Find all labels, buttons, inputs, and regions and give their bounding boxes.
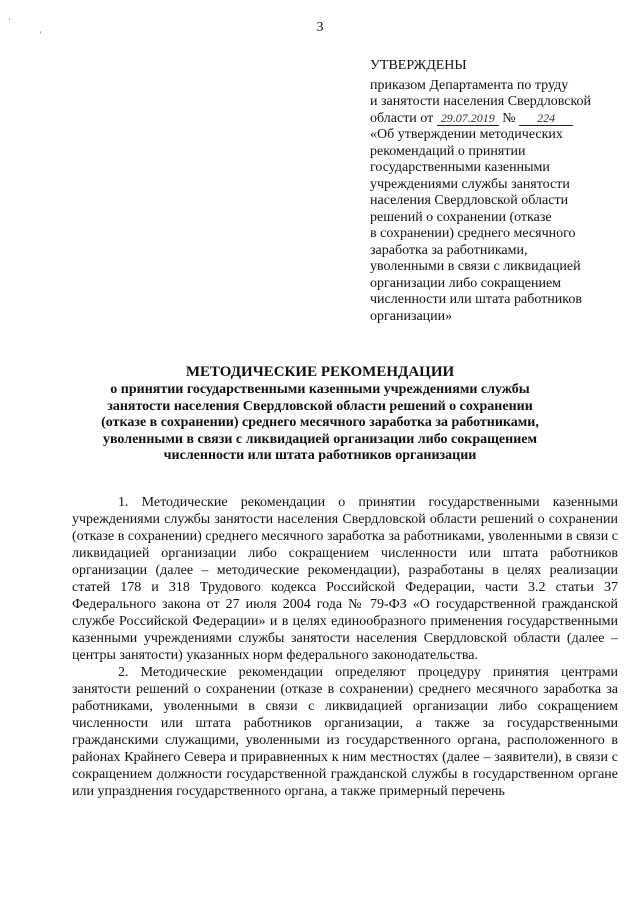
scan-mark: · <box>8 14 11 24</box>
title-sub-line: о принятии государственными казенными учреждениями службы <box>110 382 530 397</box>
approval-heading: УТВЕРЖДЕНЫ <box>370 58 467 73</box>
order-title-line: учреждениями службы занятости <box>370 176 570 192</box>
document-title <box>60 362 580 465</box>
date-prefix: области от <box>370 110 434 126</box>
approval-line: и занятости населения Свердловской <box>370 94 592 109</box>
order-title-line: уволенными в связи с ликвидацией <box>370 259 581 274</box>
order-title-line: численности или штата работников <box>370 292 582 307</box>
scan-mark: ' <box>40 30 42 40</box>
body-text <box>72 494 618 800</box>
order-title-line: населения Свердловской области <box>370 193 569 208</box>
order-title-line: организации» <box>370 308 453 324</box>
title-sub-line: уволенными в связи с ликвидацией организации либо сокращением <box>102 431 538 447</box>
order-title-line: в сохранении) среднего месячного <box>370 226 576 241</box>
approval-block <box>370 58 620 325</box>
order-title-line: государственными казенными <box>370 160 550 175</box>
handwritten-date: 29.07.2019 <box>437 112 499 126</box>
approval-date-line <box>370 111 620 128</box>
title-sub-line: численности или штата работников организации <box>163 448 477 463</box>
title-sub-line: (отказе в сохранении) среднего месячного заработка за работниками, <box>101 415 539 430</box>
order-title <box>370 127 620 325</box>
order-title-line: «Об утверждении методических <box>370 127 563 142</box>
order-title-line: заработка за работниками, <box>370 242 528 258</box>
page-number: 3 <box>316 20 324 35</box>
paragraph-2: 2. Методические рекомендации определяют процедуру принятия центрами занятости решений о сохранении (отказе в сохранении) среднего месячного заработка за работниками, уволенными в связи с ликвидацией организации либо сокращением численности или штата работников организации, а также за государственными гражданскими служащими, уволенными из государственного органа, расположенного в районах Крайнего Севера и приравненных к ним местностях (далее – заявители), в связи с сокращением должности государственной гражданской службы в государственном органе или упразднения государственного органа, а также примерный перечень <box>72 665 618 799</box>
order-title-line: решений о сохранении (отказе <box>370 209 552 225</box>
handwritten-number: 224 <box>519 112 573 126</box>
number-sign: № <box>502 110 516 126</box>
order-title-line: рекомендаций о принятии <box>370 143 526 159</box>
title-sub-line: занятости населения Свердловской области решений о сохранении <box>107 398 533 414</box>
title-main: МЕТОДИЧЕСКИЕ РЕКОМЕНДАЦИИ <box>185 364 455 380</box>
order-title-line: организации либо сокращением <box>370 275 562 291</box>
approval-line: приказом Департамента по труду <box>370 77 569 93</box>
paragraph-1: 1. Методические рекомендации о принятии государственными казенными учреждениями службы занятости населения Свердловской области решений о сохранении (отказе в сохранении) среднего месячного заработка за работниками, уволенными в связи с ликвидацией организации либо сокращением численности или штата работников организации (далее – методические рекомендации), разработаны в целях реализации статей 178 и 318 Трудового кодекса Российской Федерации, части 3.2 статьи 37 Федерального закона от 27 июля 2004 года № 79-ФЗ «О государственной гражданской службе Российской Федерации» и в целях единообразного применения государственными казенными учреждениями службы занятости населения Свердловской области (далее – центры занятости) указанных норм федерального законодательства. <box>72 495 618 663</box>
